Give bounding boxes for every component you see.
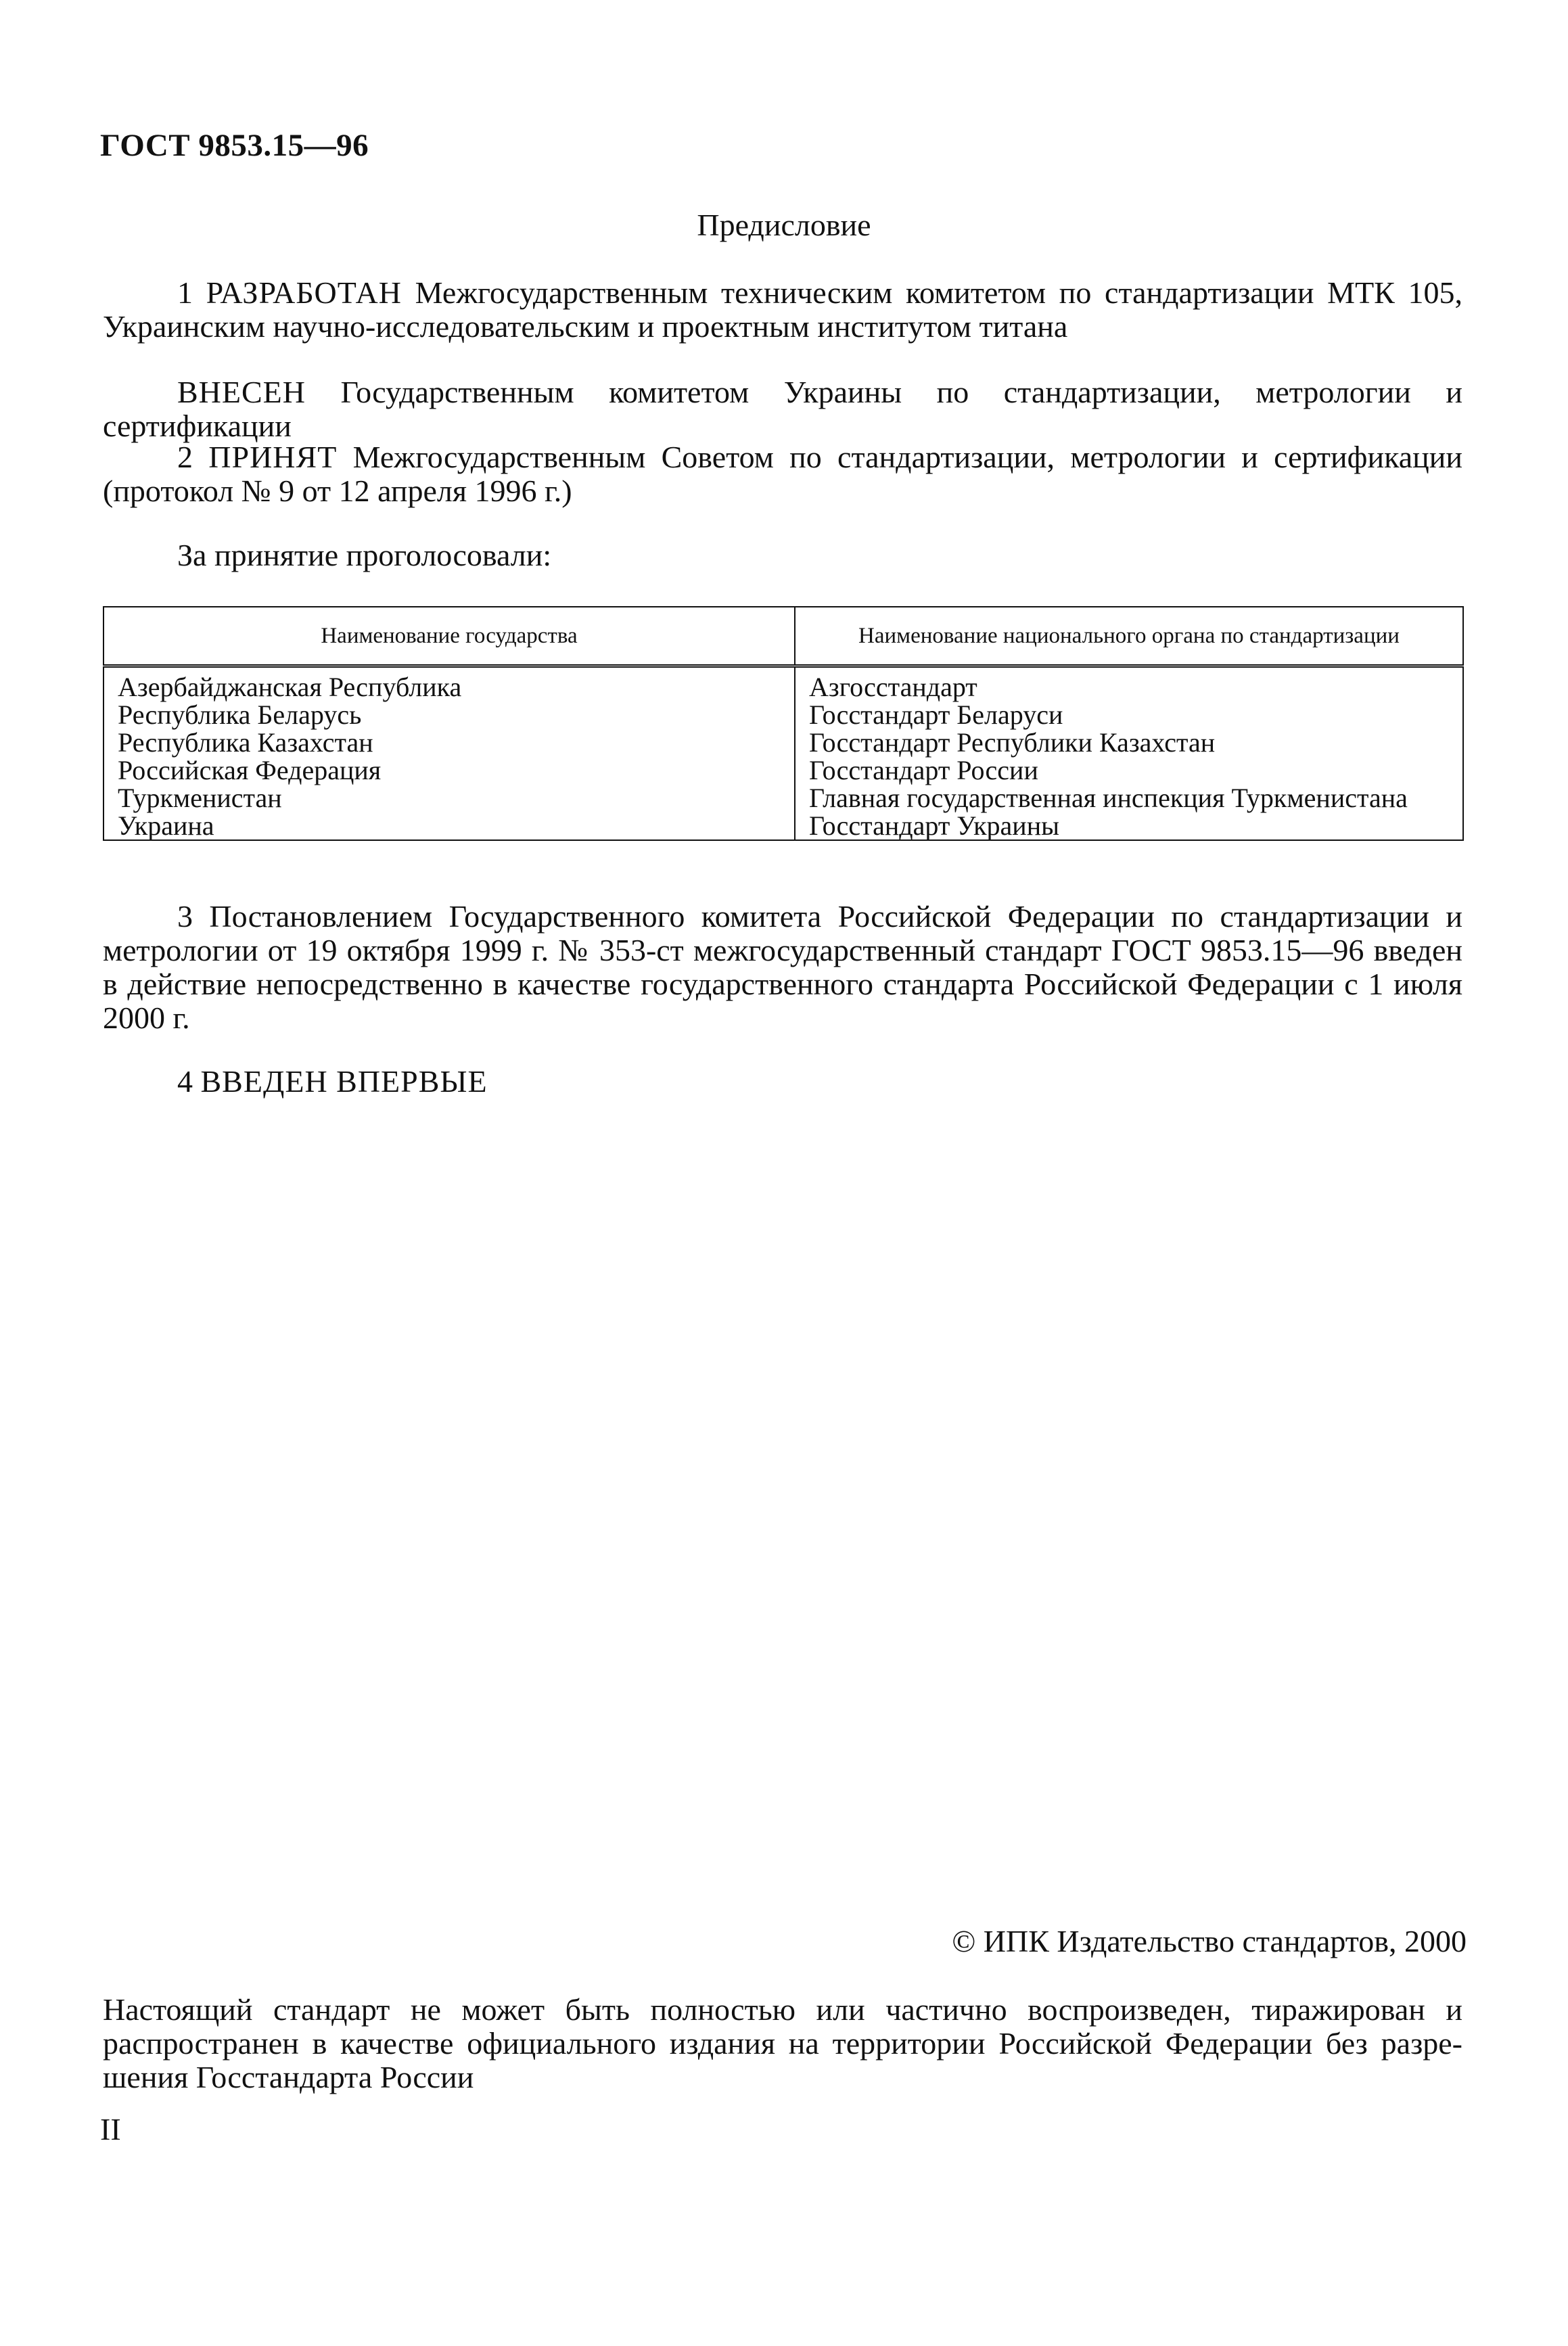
section-2-line-2: (протокол № 9 от 12 апреля 1996 г.) bbox=[103, 474, 572, 508]
document-code-header: ГОСТ 9853.15—96 bbox=[100, 128, 369, 163]
section-1-line-1: 1 РАЗРАБОТАН Межгосударственным техническим комитетом по стандартизации МТК 105, bbox=[177, 275, 1462, 310]
notice-line-2: распространен в качестве официального издания на территории Российской Федерации без разре- bbox=[103, 2026, 1462, 2061]
section-4: 4 ВВЕДЕН ВПЕРВЫЕ bbox=[177, 1064, 488, 1099]
section-3 bbox=[103, 900, 1462, 1035]
table-cell-state: Азербайджанская Республика bbox=[103, 666, 795, 702]
page-number: II bbox=[100, 2112, 121, 2146]
table-cell-authority: Госстандарт Республики Казахстан bbox=[795, 729, 1463, 756]
table-cell-authority: Главная государственная инспекция Туркменистана bbox=[795, 784, 1463, 812]
table-header-authority: Наименование национального органа по стандартизации bbox=[795, 607, 1463, 666]
section-3-line-3: в действие непосредственно в качестве государственного стандарта Российской Федерации с 1 июля bbox=[103, 967, 1462, 1001]
table-cell-state: Российская Федерация bbox=[103, 756, 795, 784]
section-2-line-1: 2 ПРИНЯТ Межгосударственным Советом по стандартизации, метрологии и сертификации bbox=[177, 440, 1462, 474]
section-1-line-2: Украинским научно-исследовательским и проектным институтом титана bbox=[103, 309, 1068, 344]
notice-line-1: Настоящий стандарт не может быть полностью или частично воспроизведен, тиражирован и bbox=[103, 1992, 1462, 2027]
voted-label: За принятие проголосовали: bbox=[177, 538, 552, 572]
table-row bbox=[103, 756, 1463, 784]
section-2 bbox=[103, 440, 1462, 508]
table-row bbox=[103, 701, 1463, 729]
foreword-title: Предисловие bbox=[697, 208, 871, 242]
table-cell-authority: Госстандарт Беларуси bbox=[795, 701, 1463, 729]
table-cell-authority: Азгосстандарт bbox=[795, 666, 1463, 702]
table-row bbox=[103, 812, 1463, 840]
table-cell-state: Туркменистан bbox=[103, 784, 795, 812]
table-row bbox=[103, 784, 1463, 812]
introduced-by: ВНЕСЕН Государственным комитетом Украины по стандартизации, метрологии и сертификации bbox=[103, 375, 1463, 443]
section-1 bbox=[103, 276, 1462, 344]
section-3-line-4: 2000 г. bbox=[103, 1001, 190, 1035]
table-cell-authority: Госстандарт Украины bbox=[795, 812, 1463, 840]
table-cell-state: Украина bbox=[103, 812, 795, 840]
voting-states-table bbox=[103, 606, 1464, 841]
table-cell-authority: Госстандарт России bbox=[795, 756, 1463, 784]
table-header-row bbox=[103, 607, 1463, 666]
reproduction-notice bbox=[103, 1993, 1462, 2094]
section-3-line-2: метрологии от 19 октября 1999 г. № 353-ст межгосударственный стандарт ГОСТ 9853.15—96 введен bbox=[103, 933, 1462, 967]
table-row bbox=[103, 729, 1463, 756]
table-header-state: Наименование государства bbox=[103, 607, 795, 666]
table-row bbox=[103, 666, 1463, 702]
notice-line-3: шения Госстандарта России bbox=[103, 2060, 474, 2094]
table-cell-state: Республика Беларусь bbox=[103, 701, 795, 729]
table-cell-state: Республика Казахстан bbox=[103, 729, 795, 756]
copyright-notice: © ИПК Издательство стандартов, 2000 bbox=[952, 1924, 1467, 1958]
section-3-line-1: 3 Постановлением Государственного комитета Российской Федерации по стандартизации и bbox=[177, 899, 1462, 934]
